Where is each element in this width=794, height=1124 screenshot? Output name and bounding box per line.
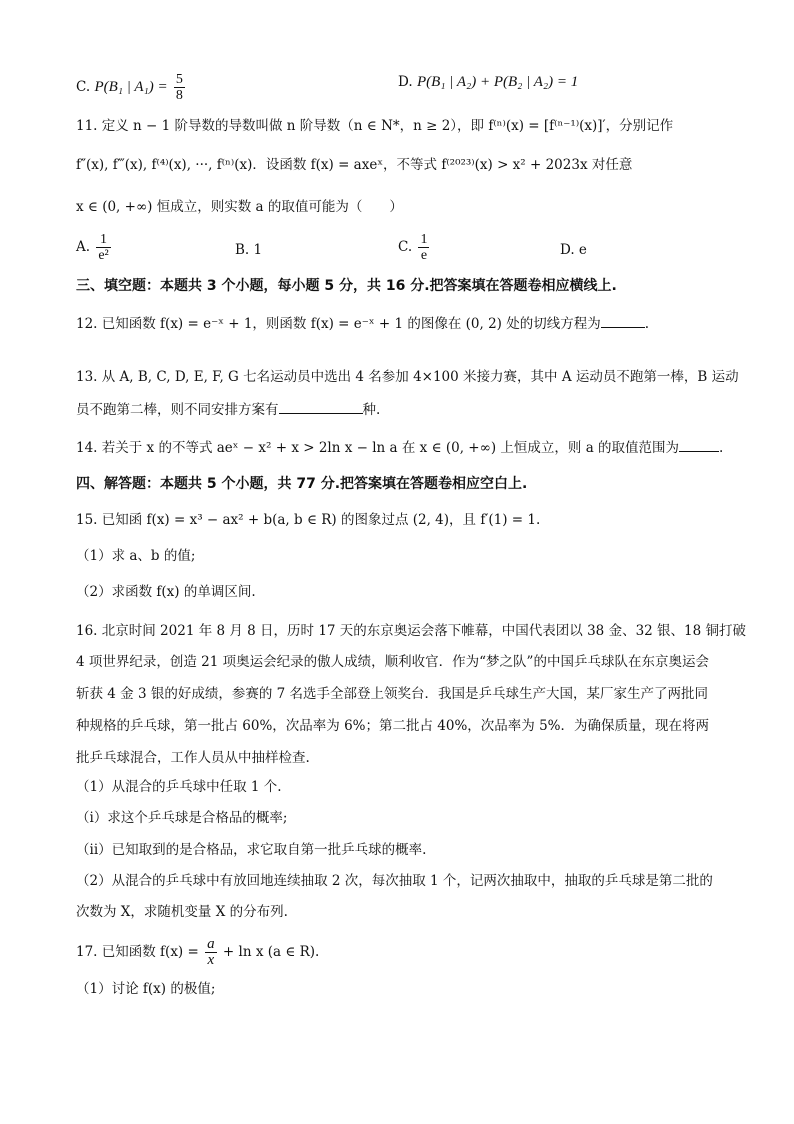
q13-line-2 [76,399,734,420]
option-label: D. [398,74,413,90]
q16-part-2-line-2: 次数为 X，求随机变量 X 的分布列. [76,904,288,920]
option-label: A. [76,239,91,255]
numerator: a [207,936,215,952]
q16-line-3: 斩获 4 金 3 银的好成绩，参赛的 7 名选手全部登上领奖台．我国是乒乓球生产大国，某厂家生产了两批同 [76,686,709,702]
section-3-heading: 三、填空题：本题共 3 个小题，每小题 5 分，共 16 分.把答案填在答题卷相应横线上. [76,278,617,294]
q11-option-d: D. e [560,242,587,258]
denominator: e² [98,248,109,263]
fraction [174,72,185,103]
q13-line-1: 13. 从 A, B, C, D, E, F, G 七名运动员中选出 4 名参加 4×100 米接力赛，其中 A 运动员不跑第一棒，B 运动 [76,369,739,385]
q15-line-1: 15. 已知函 f(x) = x³ − ax² + b(a, b ∈ R) 的图象过点 (2, 4)，且 f′(1) = 1. [76,512,541,528]
numerator: 1 [420,232,428,247]
q16-line-2: 4 项世界纪录，创造 21 项奥运会纪录的傲人成绩，顺利收官．作为“梦之队”的中国乒乓球队在东京奥运会 [76,654,709,670]
q11-line-1: 11. 定义 n − 1 阶导数的导数叫做 n 阶导数（n ∈ N*，n ≥ 2），即 f⁽ⁿ⁾(x) = [f⁽ⁿ⁻¹⁾(x)]′，分别记作 [76,118,674,134]
fraction [418,232,429,263]
answer-blank[interactable] [679,437,719,452]
q16-part-1-i: （i）求这个乒乓球是合格品的概率; [76,810,288,826]
q12 [76,313,734,334]
q16-line-1: 16. 北京时间 2021 年 8 月 8 日，历时 17 天的东京奥运会落下帷幕，中国代表团以 38 金、32 银、18 铜打破 [76,623,747,639]
answer-blank[interactable] [601,313,645,328]
q14-text: 14. 若关于 x 的不等式 aeˣ − x² + x > 2ln x − ln a 在 x ∈ (0, +∞) 上恒成立，则 a 的取值范围为 [76,440,680,456]
fraction [96,232,110,263]
answer-blank[interactable] [279,399,363,414]
option-label: C. [76,79,91,95]
q16-part-2-line-1: （2）从混合的乒乓球中有放回地连续抽取 2 次，每次抽取 1 个，记两次抽取中，抽取的乒乓球是第二批的 [76,873,713,889]
numerator: 5 [175,72,183,87]
q14 [76,437,734,458]
denominator: e [420,248,428,263]
numerator: 1 [96,232,110,248]
q16-part-1: （1）从混合的乒乓球中任取 1 个. [76,779,282,795]
q11-line-2: f″(x), f‴(x), f⁽⁴⁾(x), ···, f⁽ⁿ⁾(x)．设函数 f(x) = axeˣ，不等式 f⁽²⁰²³⁾(x) > x² + 2023x 对任意 [76,157,633,173]
section-4-heading: 四、解答题：本题共 5 个小题，共 77 分.把答案填在答题卷相应空白上. [76,476,528,492]
q11-line-3: x ∈ (0, +∞) 恒成立，则实数 a 的取值可能为（ ） [76,199,403,215]
q13-text: 员不跑第二棒，则不同安排方案有 [76,402,279,418]
q17-post: + ln x (a ∈ R). [222,944,320,960]
q12-text: 12. 已知函数 f(x) = e⁻ˣ + 1，则函数 f(x) = e⁻ˣ + 1 的图像在 (0, 2) 处的切线方程为 [76,316,601,332]
option-expr: P(B₁ | A₂) + P(B₂ | A₂) = 1 [416,74,579,90]
option-expr: P(B₁ | A₁) = [94,79,168,95]
q15-part-1: （1）求 a、b 的值; [76,548,196,564]
q11-option-a [76,232,113,263]
q11-option-b: B. 1 [235,242,263,258]
q11-option-c [398,232,431,263]
q10-option-c [76,72,187,103]
q16-line-5: 批乒乓球混合，工作人员从中抽样检查. [76,750,310,766]
denominator: 8 [175,88,183,103]
q15-part-2: （2）求函数 f(x) 的单调区间. [76,584,256,600]
denominator: x [207,952,215,968]
q17-pre: 17. 已知函数 f(x) = [76,944,199,960]
q16-line-4: 种规格的乒乓球，第一批占 60%，次品率为 6%；第二批占 40%，次品率为 5%．为确保质量，现在将两 [76,718,710,734]
option-label: C. [398,239,413,255]
q14-end: . [719,440,724,456]
q10-option-d [398,72,578,92]
q17-part-1: （1）讨论 f(x) 的极值; [76,981,216,997]
q13-end: 种. [362,402,381,418]
fraction [205,937,217,968]
q12-end: . [644,316,650,332]
q17-line-1 [76,934,734,970]
q16-part-1-ii: （ii）已知取到的是合格品，求它取自第一批乒乓球的概率. [76,842,427,858]
